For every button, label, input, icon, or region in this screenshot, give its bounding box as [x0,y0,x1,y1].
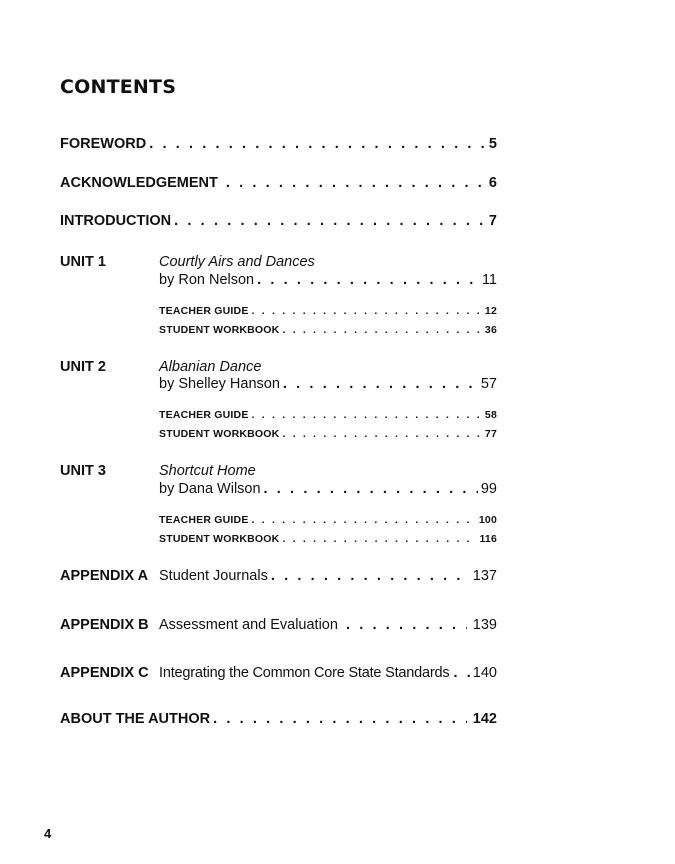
toc-page-number: 116 [479,533,497,545]
unit-3-label: UNIT 3 [60,463,106,479]
page-title: CONTENTS [60,76,177,98]
toc-entry-appendix-a[interactable] [60,568,497,584]
toc-entry-label: FOREWORD [60,136,147,152]
dot-leader [252,514,476,526]
dot-leader [264,481,478,497]
dot-leader [257,272,479,288]
section-label: STUDENT WORKBOOK [159,533,280,545]
appendix-title: Integrating the Common Core State Standards [159,665,450,681]
toc-page-number: 58 [484,409,497,421]
toc-page-number: 36 [484,324,497,336]
unit-1-title: Courtly Airs and Dances [159,254,315,270]
dot-leader [282,533,476,545]
toc-page-number: 142 [472,711,497,727]
unit-1-entry[interactable] [159,272,497,288]
toc-entry-label: ACKNOWLEDGEMENT [60,175,218,191]
unit-byline: by Ron Nelson [159,272,255,288]
toc-entry-label: ABOUT THE AUTHOR [60,711,211,727]
appendix-title: Student Journals [159,568,268,584]
section-label: TEACHER GUIDE [159,514,249,526]
section-label: TEACHER GUIDE [159,305,249,317]
appendix-label: APPENDIX B [60,617,149,633]
unit-2-label: UNIT 2 [60,359,106,375]
dot-leader [271,568,467,584]
section-label: STUDENT WORKBOOK [159,428,280,440]
toc-entry-appendix-c[interactable] [60,665,497,681]
unit-byline: by Shelley Hanson [159,376,280,392]
toc-page-number: 139 [472,617,497,633]
toc-entry-foreword[interactable] [60,136,497,152]
toc-entry-introduction[interactable] [60,213,497,229]
toc-page-number: 77 [484,428,497,440]
toc-page-number: 57 [480,376,497,392]
unit-2-teacher-guide[interactable] [159,409,497,421]
dot-leader [174,213,486,229]
toc-entry-acknowledgement[interactable] [60,175,497,191]
dot-leader [149,136,486,152]
section-label: TEACHER GUIDE [159,409,249,421]
dot-leader [346,617,467,633]
dot-leader [282,324,481,336]
unit-3-student-workbook[interactable] [159,533,497,545]
dot-leader [283,376,478,392]
toc-page-number: 6 [488,175,497,191]
toc-page-number: 5 [488,136,497,152]
dot-leader [252,409,482,421]
toc-page-number: 100 [478,514,497,526]
appendix-title: Assessment and Evaluation [159,617,338,633]
unit-3-entry[interactable] [159,481,497,497]
toc-page-number: 137 [472,568,497,584]
unit-1-label: UNIT 1 [60,254,106,270]
toc-entry-about-author[interactable] [60,711,497,727]
toc-page-number: 12 [484,305,497,317]
appendix-label: APPENDIX C [60,665,149,681]
unit-3-title: Shortcut Home [159,463,256,479]
unit-3-teacher-guide[interactable] [159,514,497,526]
unit-1-student-workbook[interactable] [159,324,497,336]
unit-2-student-workbook[interactable] [159,428,497,440]
toc-entry-label: INTRODUCTION [60,213,172,229]
unit-2-title: Albanian Dance [159,359,262,375]
toc-page-number: 7 [488,213,497,229]
page-number: 4 [44,826,52,841]
toc-entry-appendix-b[interactable] [60,617,497,633]
unit-byline: by Dana Wilson [159,481,261,497]
unit-1-teacher-guide[interactable] [159,305,497,317]
toc-page-number: 11 [481,272,497,288]
unit-2-entry[interactable] [159,376,497,392]
appendix-label: APPENDIX A [60,568,149,584]
dot-leader [213,711,467,727]
section-label: STUDENT WORKBOOK [159,324,280,336]
dot-leader [252,305,482,317]
toc-page-number: 140 [472,665,497,681]
dot-leader [453,665,471,681]
dot-leader [226,175,486,191]
toc-page-number: 99 [480,481,497,497]
dot-leader [282,428,481,440]
